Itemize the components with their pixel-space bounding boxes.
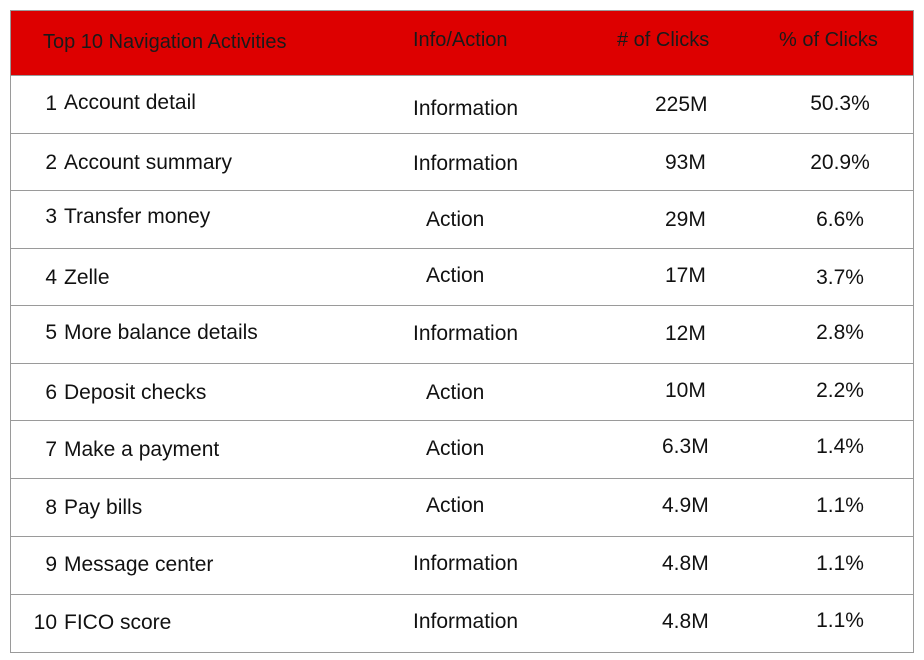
row-percent-clicks: 1.1%: [816, 552, 864, 575]
table-row: [11, 248, 913, 306]
table-row: [11, 190, 913, 248]
row-info-action: Information: [413, 322, 519, 345]
row-activity: Pay bills: [64, 496, 143, 519]
table-header: [11, 11, 913, 75]
row-activity: Make a payment: [64, 438, 220, 461]
row-rank: 9: [45, 553, 57, 576]
row-activity: Zelle: [64, 266, 110, 289]
row-rank: 4: [45, 266, 57, 289]
row-rank: 1: [45, 92, 57, 115]
row-info-action: Action: [426, 381, 485, 404]
row-percent-clicks: 1.1%: [816, 494, 864, 517]
row-clicks: 4.9M: [662, 494, 709, 517]
row-activity: More balance details: [64, 321, 258, 344]
row-percent-clicks: 1.1%: [816, 609, 864, 632]
row-info-action: Action: [426, 494, 485, 517]
row-clicks: 93M: [665, 151, 706, 174]
row-clicks: 17M: [665, 264, 706, 287]
row-percent-clicks: 6.6%: [816, 208, 864, 231]
row-activity: FICO score: [64, 611, 172, 634]
row-percent-clicks: 2.8%: [816, 321, 864, 344]
header-info-action: Info/Action: [413, 29, 508, 51]
row-percent-clicks: 20.9%: [810, 151, 870, 174]
row-rank: 8: [45, 496, 57, 519]
table-row: [11, 420, 913, 478]
row-rank: 2: [45, 151, 57, 174]
row-percent-clicks: 2.2%: [816, 379, 864, 402]
row-info-action: Action: [426, 264, 485, 287]
row-clicks: 6.3M: [662, 435, 709, 458]
row-percent-clicks: 1.4%: [816, 435, 864, 458]
row-clicks: 12M: [665, 322, 706, 345]
table-row: [11, 305, 913, 363]
row-info-action: Information: [413, 152, 519, 175]
table-row: [11, 594, 913, 652]
row-activity: Deposit checks: [64, 381, 207, 404]
navigation-activities-table: [10, 10, 914, 653]
row-rank: 3: [45, 205, 57, 228]
table-row: [11, 536, 913, 594]
row-activity: Transfer money: [64, 205, 211, 228]
row-info-action: Information: [413, 610, 519, 633]
row-activity: Account summary: [64, 151, 233, 174]
header-clicks: # of Clicks: [617, 29, 710, 51]
header-activity: Top 10 Navigation Activities: [43, 31, 287, 53]
row-rank: 6: [45, 381, 57, 404]
table-row: [11, 133, 913, 191]
row-clicks: 4.8M: [662, 610, 709, 633]
row-percent-clicks: 3.7%: [816, 266, 864, 289]
row-info-action: Information: [413, 97, 519, 120]
row-info-action: Information: [413, 552, 519, 575]
row-clicks: 4.8M: [662, 552, 709, 575]
row-clicks: 10M: [665, 379, 706, 402]
row-activity: Account detail: [64, 91, 196, 114]
row-clicks: 29M: [665, 208, 706, 231]
row-activity: Message center: [64, 553, 214, 576]
row-clicks: 225M: [655, 93, 708, 116]
row-percent-clicks: 50.3%: [810, 92, 870, 115]
table-row: [11, 478, 913, 536]
table-row: [11, 363, 913, 421]
header-percent-clicks: % of Clicks: [779, 29, 878, 51]
row-info-action: Action: [426, 437, 485, 460]
row-rank: 10: [33, 611, 57, 634]
row-info-action: Action: [426, 208, 485, 231]
table-row: [11, 75, 913, 133]
row-rank: 5: [45, 321, 57, 344]
row-rank: 7: [45, 438, 57, 461]
